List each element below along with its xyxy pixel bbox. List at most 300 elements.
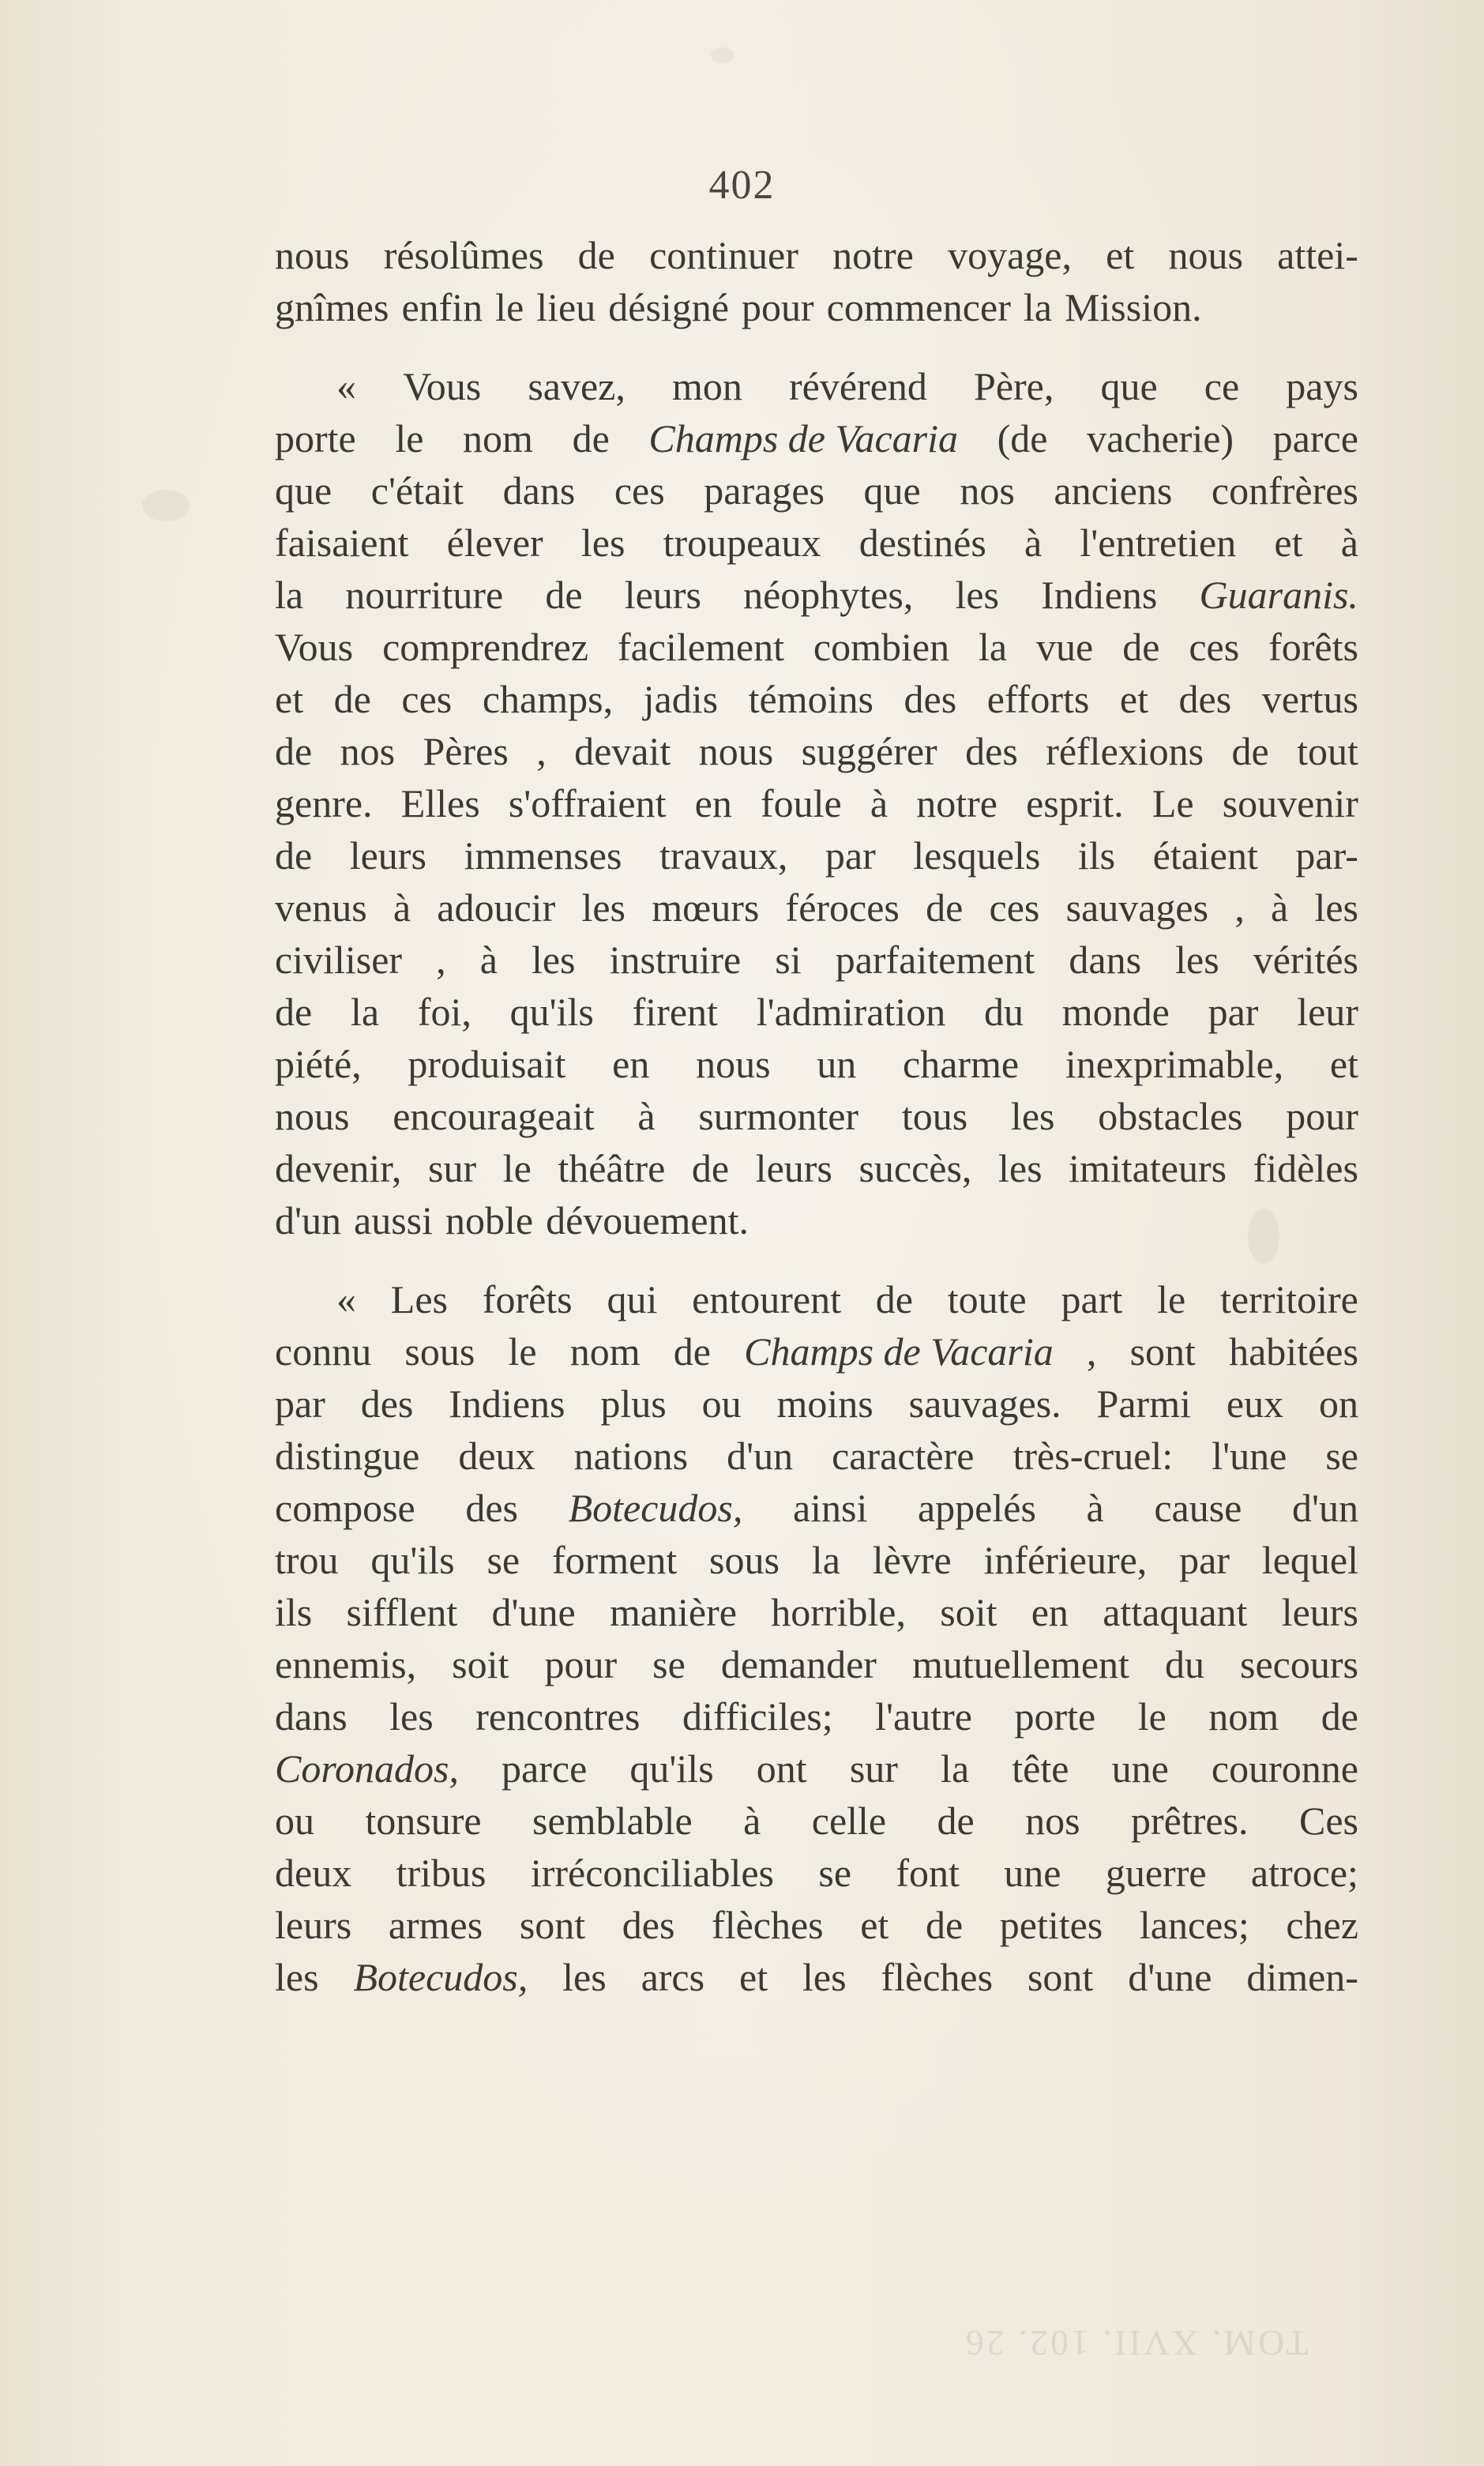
text-line: [275, 1534, 1358, 1586]
word: part: [1061, 1277, 1123, 1321]
word: nous: [696, 1042, 771, 1086]
word: de: [545, 573, 583, 617]
word: couronne: [1211, 1746, 1358, 1791]
word: sont: [519, 1903, 586, 1947]
word: en: [694, 781, 732, 825]
word: le: [1157, 1277, 1186, 1321]
word: nos: [960, 468, 1015, 513]
word: le: [502, 1146, 532, 1190]
word: nous: [1168, 233, 1243, 277]
word: ces: [1189, 625, 1240, 669]
word: élever: [446, 521, 543, 565]
text-line: [275, 1951, 1358, 2003]
text-line: [275, 1273, 1358, 1325]
word: par: [825, 833, 876, 878]
word: distingue: [275, 1434, 420, 1478]
word: foi,: [417, 990, 471, 1034]
word: confrères: [1211, 468, 1358, 513]
text-line: [275, 412, 1358, 464]
word: noble: [445, 1198, 534, 1242]
word: par: [1179, 1538, 1230, 1582]
word: à: [1340, 521, 1358, 565]
word: les: [1010, 1094, 1055, 1138]
word: les: [275, 1955, 319, 1999]
word: leurs: [275, 1903, 352, 1947]
word: des: [1178, 677, 1232, 721]
word: tout: [1297, 729, 1358, 773]
word: leurs: [349, 833, 426, 878]
word: nous: [698, 729, 774, 773]
word: attaquant: [1103, 1590, 1248, 1634]
text-line: [275, 1142, 1358, 1194]
word: théâtre: [558, 1146, 666, 1190]
word: moins: [776, 1381, 873, 1426]
word: Coronados,: [275, 1746, 459, 1791]
word: mœurs: [652, 885, 760, 930]
word: des: [360, 1381, 414, 1426]
text-line: [275, 569, 1358, 621]
word: nous: [275, 233, 350, 277]
word: de: [937, 1799, 975, 1843]
word: d'une: [491, 1590, 576, 1634]
word: fidèles: [1253, 1146, 1358, 1190]
word: une: [1004, 1851, 1061, 1895]
word: adoucir: [437, 885, 556, 930]
word: d'un: [727, 1434, 794, 1478]
word: les: [955, 573, 999, 617]
word: esprit.: [1026, 781, 1124, 825]
word: vacherie): [1087, 416, 1234, 460]
word: Guaranis.: [1199, 573, 1358, 617]
word: et: [1119, 677, 1148, 721]
word: l'une: [1212, 1434, 1287, 1478]
word: à: [393, 885, 411, 930]
text-line: [275, 1194, 1358, 1246]
word: deux: [458, 1434, 535, 1478]
word: ces: [614, 468, 665, 513]
text-line: [275, 725, 1358, 777]
word: Champs de Vacaria: [744, 1329, 1054, 1374]
text-line: [275, 1038, 1358, 1090]
paragraph-break: [275, 1246, 1358, 1273]
word: on: [1318, 1381, 1358, 1426]
text-line: [275, 1899, 1358, 1951]
word: facilement: [617, 625, 784, 669]
word: plus: [600, 1381, 667, 1426]
word: l'admiration: [756, 990, 946, 1034]
word: mutuellement: [911, 1642, 1129, 1686]
word: monde: [1061, 990, 1170, 1034]
text-line: [275, 986, 1358, 1038]
word: nations: [573, 1434, 689, 1478]
word: s'offraient: [508, 781, 667, 825]
word: leurs: [755, 1146, 832, 1190]
word: ce: [1204, 364, 1240, 408]
word: cause: [1154, 1486, 1242, 1530]
word: lequel: [1261, 1538, 1358, 1582]
word: imitateurs: [1069, 1146, 1227, 1190]
word: pour: [544, 1642, 618, 1686]
paper-stain: [711, 47, 734, 63]
word: que: [863, 468, 921, 513]
word: à: [743, 1799, 761, 1843]
word: révérend: [789, 364, 927, 408]
word: forment: [551, 1538, 678, 1582]
word: et: [1274, 521, 1303, 565]
word: sous: [404, 1329, 475, 1374]
word: que: [275, 468, 332, 513]
word: la: [350, 990, 380, 1034]
word: lesquels: [913, 833, 1041, 878]
word: piété,: [275, 1042, 362, 1086]
paragraph-break: [275, 333, 1358, 360]
word: Ces: [1298, 1799, 1358, 1843]
word: vue: [1036, 625, 1094, 669]
word: de: [333, 677, 371, 721]
word: tête: [1012, 1746, 1069, 1791]
word: en: [1031, 1590, 1069, 1634]
word: se: [818, 1851, 852, 1895]
word: de: [275, 729, 313, 773]
word: Elles: [400, 781, 480, 825]
word: toute: [947, 1277, 1027, 1321]
word: Vous: [275, 625, 354, 669]
word: se: [1325, 1434, 1358, 1478]
word: par-: [1295, 833, 1358, 878]
word: ou: [275, 1799, 314, 1843]
word: Parmi: [1096, 1381, 1191, 1426]
word: savez,: [528, 364, 626, 408]
word: parce: [502, 1746, 588, 1791]
word: combien: [813, 625, 950, 669]
word: foule: [760, 781, 842, 825]
word: que: [1100, 364, 1158, 408]
word: et: [739, 1955, 768, 1999]
word: de: [691, 1146, 730, 1190]
word: et: [860, 1903, 889, 1947]
word: rencontres: [475, 1694, 641, 1739]
page-number: 402: [708, 163, 776, 208]
word: appelés: [917, 1486, 1036, 1530]
text-line: [275, 1847, 1358, 1899]
word: une: [1111, 1746, 1169, 1791]
word: encourageait: [393, 1094, 595, 1138]
word: d'un: [275, 1198, 342, 1242]
word: celle: [811, 1799, 887, 1843]
word: Le: [1152, 781, 1194, 825]
word: leurs: [624, 573, 701, 617]
word: les: [1175, 938, 1219, 982]
word: qu'ils: [629, 1746, 714, 1791]
word: le: [395, 416, 424, 460]
word: dimen-: [1246, 1955, 1358, 1999]
word: ,: [1234, 885, 1245, 930]
word: de: [572, 416, 610, 460]
word: dans: [502, 468, 576, 513]
word: inférieure,: [983, 1538, 1148, 1582]
word: commencer: [826, 285, 1011, 329]
word: des: [965, 729, 1018, 773]
word: armes: [388, 1903, 483, 1947]
paper-stain: [142, 490, 190, 521]
word: habitées: [1229, 1329, 1358, 1374]
word: sauvages.: [908, 1381, 1061, 1426]
word: se: [487, 1538, 520, 1582]
word: forêts: [1268, 625, 1358, 669]
word: de: [1122, 625, 1160, 669]
word: et: [1106, 233, 1135, 277]
word: ils: [1077, 833, 1116, 878]
text-line: [275, 829, 1358, 882]
word: et: [275, 677, 304, 721]
word: Père,: [974, 364, 1054, 408]
word: tonsure: [365, 1799, 482, 1843]
word: chez: [1286, 1903, 1358, 1947]
word: soit: [940, 1590, 997, 1634]
word: ou: [701, 1381, 742, 1426]
word: obstacles: [1098, 1094, 1243, 1138]
word: devenir,: [275, 1146, 402, 1190]
text-line: [275, 777, 1358, 829]
word: les: [802, 1955, 847, 1999]
word: en: [612, 1042, 650, 1086]
text-line: [275, 464, 1358, 517]
word: succès,: [858, 1146, 972, 1190]
word: sous: [709, 1538, 780, 1582]
word: caractère: [832, 1434, 975, 1478]
text-line: [275, 673, 1358, 725]
word: genre.: [275, 781, 373, 825]
word: destinés: [858, 521, 986, 565]
text-line: [275, 1325, 1358, 1378]
text-line: [275, 1430, 1358, 1482]
text-line: [275, 281, 1358, 333]
word: charme: [903, 1042, 1020, 1086]
word: ont: [756, 1746, 807, 1791]
word: la: [1023, 285, 1052, 329]
word: de: [275, 990, 313, 1034]
word: de: [926, 885, 964, 930]
word: manière: [609, 1590, 737, 1634]
word: compose: [275, 1486, 415, 1530]
word: devait: [574, 729, 671, 773]
text-line: [275, 517, 1358, 569]
word: à: [479, 938, 498, 982]
word: «: [336, 364, 356, 408]
word: trou: [275, 1538, 339, 1582]
word: Vous: [403, 364, 482, 408]
word: horrible,: [771, 1590, 906, 1634]
word: la: [979, 625, 1008, 669]
word: aussi: [354, 1198, 434, 1242]
word: guerre: [1105, 1851, 1207, 1895]
text-line: [275, 360, 1358, 412]
word: porte: [275, 416, 356, 460]
word: Pères: [423, 729, 509, 773]
text-line: [275, 934, 1358, 986]
word: demander: [720, 1642, 877, 1686]
word: l'autre: [875, 1694, 972, 1739]
word: sur: [849, 1746, 898, 1791]
word: ces: [989, 885, 1040, 930]
word: forêts: [482, 1277, 573, 1321]
word: le: [1137, 1694, 1167, 1739]
word: parfaitement: [835, 938, 1035, 982]
word: territoire: [1219, 1277, 1358, 1321]
word: d'une: [1128, 1955, 1212, 1999]
word: les: [581, 885, 626, 930]
word: Botecudos,: [353, 1955, 528, 1999]
word: du: [983, 990, 1024, 1034]
word: nom: [569, 1329, 641, 1374]
word: nous: [275, 1094, 350, 1138]
word: souvenir: [1222, 781, 1358, 825]
word: nos: [1025, 1799, 1080, 1843]
word: désigné: [608, 285, 729, 329]
text-line: [275, 1482, 1358, 1534]
word: le: [495, 285, 524, 329]
word: atroce;: [1250, 1851, 1358, 1895]
text-line: [275, 882, 1358, 934]
word: les: [580, 521, 626, 565]
word: parages: [704, 468, 825, 513]
word: vérités: [1253, 938, 1358, 982]
word: les: [998, 1146, 1043, 1190]
text-line: [275, 1586, 1358, 1638]
word: lieu: [536, 285, 596, 329]
word: à: [1024, 521, 1043, 565]
word: de: [1231, 729, 1269, 773]
word: eux: [1226, 1381, 1284, 1426]
word: lèvre: [872, 1538, 952, 1582]
word: flèches: [881, 1955, 994, 1999]
word: les: [1314, 885, 1358, 930]
word: par: [1208, 990, 1259, 1034]
word: troupeaux: [663, 521, 821, 565]
word: parce: [1272, 416, 1358, 460]
text-line: [275, 1795, 1358, 1847]
word: ,: [1086, 1329, 1097, 1374]
word: néophytes,: [743, 573, 914, 617]
word: font: [896, 1851, 960, 1895]
word: qu'ils: [370, 1538, 455, 1582]
word: Champs de Vacaria: [648, 416, 959, 460]
word: ,: [536, 729, 547, 773]
word: pour: [1286, 1094, 1358, 1138]
word: jadis: [643, 677, 719, 721]
word: et: [1329, 1042, 1358, 1086]
word: firent: [632, 990, 718, 1034]
word: la: [275, 573, 304, 617]
word: «: [336, 1277, 356, 1321]
word: un: [817, 1042, 857, 1086]
word: suggérer: [801, 729, 937, 773]
word: deux: [275, 1851, 352, 1895]
word: du: [1164, 1642, 1204, 1686]
word: pour: [741, 285, 814, 329]
word: mon: [672, 364, 742, 408]
word: vertus: [1261, 677, 1358, 721]
word: (de: [997, 416, 1048, 460]
word: ils: [275, 1590, 313, 1634]
word: champs,: [482, 677, 614, 721]
word: Les: [390, 1277, 448, 1321]
word: ennemis,: [275, 1642, 417, 1686]
word: féroces: [785, 885, 900, 930]
word: les: [562, 1955, 607, 1999]
word: étaient: [1152, 833, 1258, 878]
word: tous: [901, 1094, 968, 1138]
text-line: [275, 1378, 1358, 1430]
word: notre: [832, 233, 914, 277]
word: voyage,: [948, 233, 1072, 277]
word: témoins: [748, 677, 873, 721]
bleed-through-text: TOM. XVII. 102. 26: [964, 2323, 1309, 2363]
word: nom: [1208, 1694, 1279, 1739]
word: à: [1271, 885, 1289, 930]
word: soit: [452, 1642, 509, 1686]
word: si: [775, 938, 802, 982]
word: c'était: [370, 468, 464, 513]
word: les: [531, 938, 576, 982]
word: semblable: [532, 1799, 693, 1843]
word: leurs: [1281, 1590, 1358, 1634]
word: des: [622, 1903, 675, 1947]
word: nos: [340, 729, 396, 773]
word: de: [275, 833, 313, 878]
word: civiliser: [275, 938, 403, 982]
word: dévouement.: [546, 1198, 749, 1242]
word: connu: [275, 1329, 372, 1374]
word: de: [1321, 1694, 1358, 1739]
word: notre: [916, 781, 997, 825]
word: le: [508, 1329, 537, 1374]
word: inexprimable,: [1065, 1042, 1284, 1086]
word: tribus: [396, 1851, 487, 1895]
word: Indiens: [449, 1381, 565, 1426]
word: des: [904, 677, 957, 721]
word: les: [389, 1694, 434, 1739]
text-line: [275, 1090, 1358, 1142]
word: immenses: [464, 833, 622, 878]
word: de: [925, 1903, 964, 1947]
word: anciens: [1054, 468, 1173, 513]
word: secours: [1239, 1642, 1358, 1686]
word: d'un: [1291, 1486, 1358, 1530]
word: par: [275, 1381, 325, 1426]
word: surmonter: [698, 1094, 859, 1138]
text-line: [275, 621, 1358, 673]
word: faisaient: [275, 521, 409, 565]
word: irréconciliables: [530, 1851, 775, 1895]
word: à: [870, 781, 889, 825]
word: la: [811, 1538, 840, 1582]
word: ainsi: [792, 1486, 868, 1530]
word: qu'ils: [509, 990, 594, 1034]
word: entourent: [692, 1277, 841, 1321]
text-line: [275, 1742, 1358, 1795]
word: lances;: [1139, 1903, 1249, 1947]
word: des: [465, 1486, 518, 1530]
word: attei-: [1277, 233, 1358, 277]
word: arcs: [641, 1955, 705, 1999]
word: porte: [1014, 1694, 1096, 1739]
word: enfin: [401, 285, 483, 329]
word: de: [673, 1329, 711, 1374]
word: résolûmes: [383, 233, 544, 277]
word: réflexions: [1046, 729, 1204, 773]
word: sont: [1027, 1955, 1094, 1999]
